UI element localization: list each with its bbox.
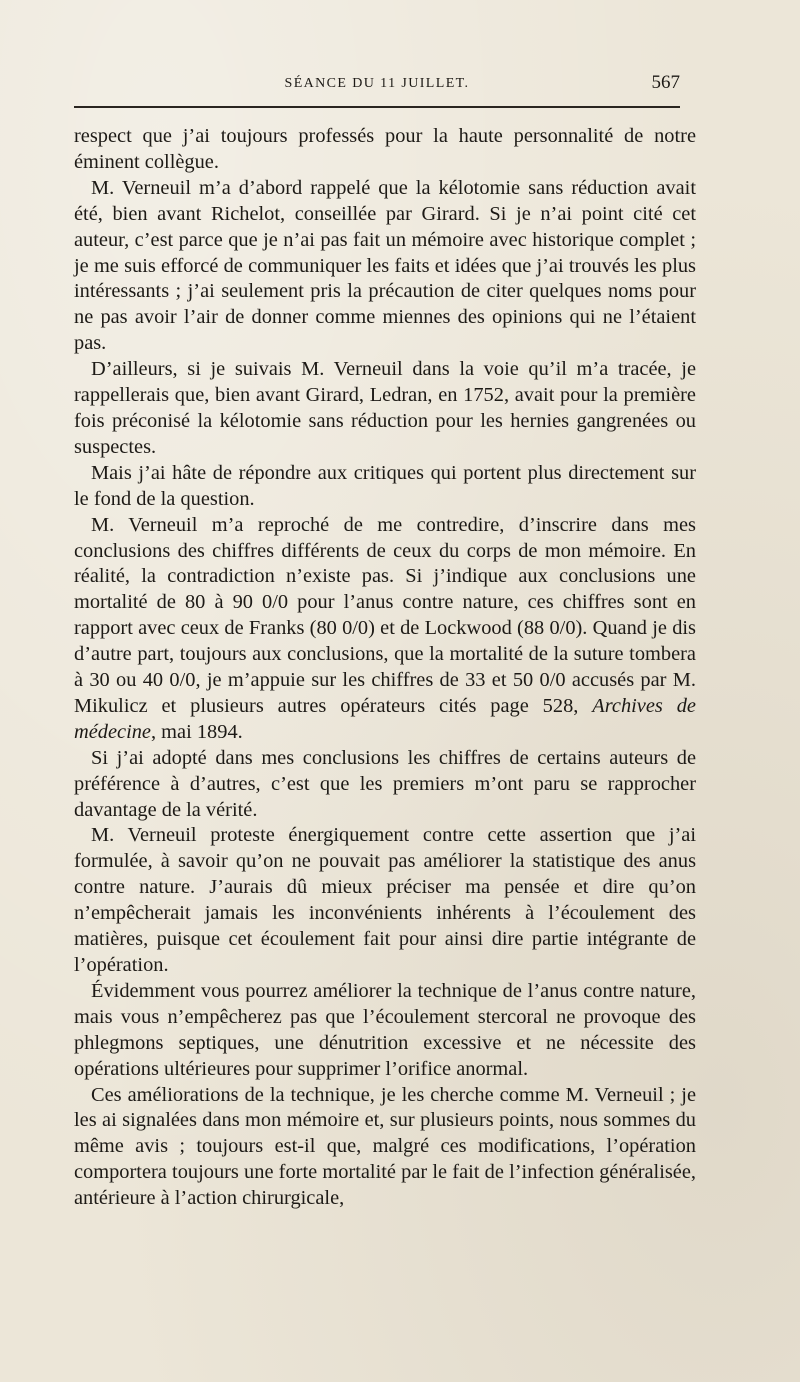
- paragraph: Ces améliorations de la technique, je les cherche comme M. Verneuil ; je les ai signalées dans mon mémoire et, sur plusieurs points, nous sommes du même avis ; toujours est-il que, malgré ces modifications, l’opération comportera toujours une forte mortalité par le fait de l’infection généralisée, antérieure à l’action chirurgicale,: [74, 1083, 696, 1210]
- paragraph: Si j’ai adopté dans mes conclusions les chiffres de certains auteurs de préférence à d’autres, c’est que les premiers m’ont paru se rapprocher davantage de la vérité.: [74, 746, 696, 821]
- page-header: [74, 72, 680, 102]
- paragraph: Évidemment vous pourrez améliorer la technique de l’anus contre nature, mais vous n’empêcherez pas que l’écoulement stercoral ne provoque des phlegmons septiques, une dénutrition excessive et ne nécessite des opérations ultérieures pour supprimer l’orifice anormal.: [74, 979, 696, 1080]
- paragraph: Mais j’ai hâte de répondre aux critiques qui portent plus directement sur le fond de la question.: [74, 461, 696, 510]
- paragraph-text: M. Verneuil m’a reproché de me contredire, d’inscrire dans mes conclusions des chiffres différents de ceux du corps de mon mémoire. En réalité, la contradiction n’existe pas. Si j’indique aux conclusions une mortalité de 80 à 90 0/0 pour l’anus contre nature, ces chiffres sont en rapport avec ceux de Franks (80 0/0) et de Lockwood (88 0/0). Quand je dis d’autre part, toujours aux conclusions, que la mortalité de la suture tombera à 30 ou 40 0/0, je m’appuie sur les chiffres de 33 et 50 0/0 accusés par M. Mikulicz et plusieurs autres opérateurs cités page 528,: [74, 513, 696, 717]
- paragraph: respect que j’ai toujours professés pour la haute personnalité de notre éminent collègue.: [74, 125, 696, 173]
- page-number: 567: [651, 72, 680, 93]
- running-title: SÉANCE DU 11 JUILLET.: [284, 76, 470, 91]
- paragraph: [74, 513, 696, 746]
- body-text: [74, 124, 696, 1212]
- paragraph-text: , mai 1894.: [150, 720, 243, 743]
- journal-title: Archives de médecine: [74, 694, 696, 743]
- paragraph: M. Verneuil m’a d’abord rappelé que la kélotomie sans réduction avait été, bien avant Richelot, conseillée par Girard. Si je n’ai point cité cet auteur, c’est parce que je n’ai pas fait un mémoire avec historique complet ; je me suis efforcé de communiquer les faits et idées que j’ai trouvés les plus intéressants ; j’ai seulement pris la précaution de citer quelques noms pour ne pas avoir l’air de donner comme miennes des opinions qui ne l’étaient pas.: [74, 176, 696, 355]
- paragraph: D’ailleurs, si je suivais M. Verneuil dans la voie qu’il m’a tracée, je rappellerais que, bien avant Girard, Ledran, en 1752, avait pour la première fois préconisé la kélotomie sans réduction pour les hernies gangrenées ou suspectes.: [74, 358, 696, 458]
- paragraph: M. Verneuil proteste énergiquement contre cette assertion que j’ai formulée, à savoir qu’on ne pouvait pas améliorer la statistique des anus contre nature. J’aurais dû mieux préciser ma pensée et dire qu’on n’empêcherait jamais les inconvénients inhérents à l’écoulement des matières, puisque cet écoulement fait pour ainsi dire partie intégrante de l’opération.: [74, 824, 696, 976]
- header-rule: [74, 106, 680, 108]
